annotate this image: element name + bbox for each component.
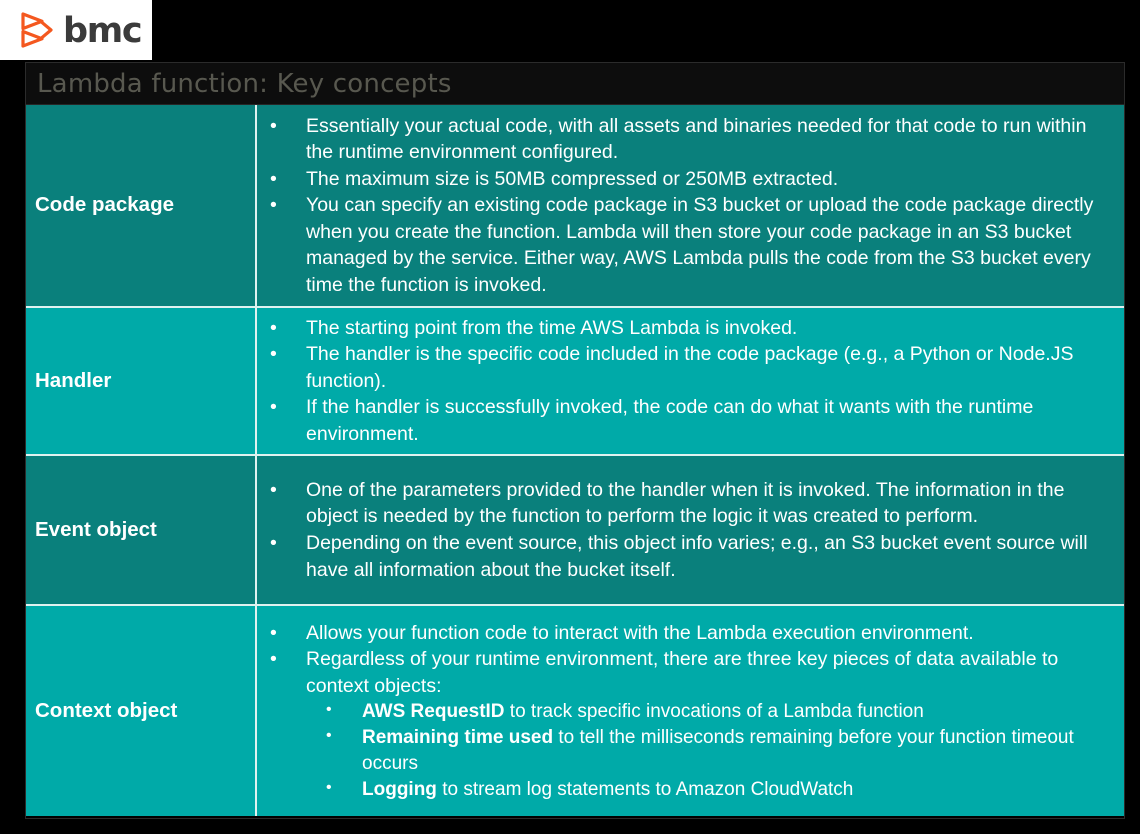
bullet-text-run: to track specific invocations of a Lambda function [504, 701, 924, 723]
bullet-item [270, 646, 1116, 699]
row-label-cell [26, 105, 257, 306]
bullet-item [270, 341, 1116, 394]
bullet-dot-icon: • [270, 396, 277, 419]
table-title-bar [26, 63, 1124, 105]
row-label-text: Code package [35, 193, 174, 217]
bullet-text-run: to stream log statements to Amazon CloudWatch [436, 778, 854, 800]
bullet-dot-icon: • [270, 621, 277, 644]
row-content-cell [257, 308, 1124, 454]
bullet-item [270, 166, 1116, 193]
bmc-bowtie-icon [20, 12, 54, 48]
bullet-text [306, 620, 1116, 647]
bullet-item [270, 394, 1116, 447]
bullet-item [270, 113, 1116, 166]
row-label-cell [26, 606, 257, 816]
bullet-text [306, 477, 1116, 530]
sub-bullet-item [270, 777, 1116, 803]
row-content-cell [257, 606, 1124, 816]
bullet-text-run: The starting point from the time AWS Lambda is invoked. [306, 316, 798, 339]
bullet-text [306, 315, 1116, 342]
bullet-text-run: You can specify an existing code package in S3 bucket or upload the code package directly when you create the function. Lambda will then store your code package in an S3 bucket managed by the service. Either way, AWS Lambda pulls the code from the S3 bucket every time the function is invoked. [306, 194, 1094, 296]
bullet-text-emphasis: Remaining time used [362, 726, 554, 748]
bullet-dot-icon: • [270, 316, 277, 339]
row-label-text: Handler [35, 368, 112, 392]
row-content-cell [257, 456, 1124, 604]
table-row [26, 456, 1124, 606]
table-row [26, 308, 1124, 456]
bullet-dot-icon: • [270, 532, 277, 554]
bullet-text-run: The handler is the specific code included in the code package (e.g., a Python or Node.JS function). [306, 343, 1074, 392]
bullet-dot-icon: • [270, 167, 277, 190]
bullet-text-run: One of the parameters provided to the handler when it is invoked. The information in the object is needed by the function to perform the logic it was created to perform. [306, 478, 1065, 528]
bullet-dot-icon: • [326, 701, 332, 719]
row-content-cell [257, 105, 1124, 306]
row-label-cell [26, 456, 257, 604]
bullet-dot-icon: • [326, 726, 332, 744]
bullet-text-emphasis: AWS RequestID [362, 701, 505, 723]
bullet-text-run: The maximum size is 50MB compressed or 250MB extracted. [306, 167, 839, 190]
bullet-text [306, 341, 1116, 394]
bullet-text-run: If the handler is successfully invoked, the code can do what it wants with the runtime environment. [306, 396, 1034, 445]
bullet-dot-icon: • [270, 114, 277, 137]
bullet-text-run: Depending on the event source, this object info varies; e.g., an S3 bucket event source will have all information about the bucket itself. [306, 532, 1088, 581]
bullet-text-emphasis: Logging [362, 778, 437, 800]
bullet-text [306, 113, 1116, 166]
bullet-dot-icon: • [270, 343, 277, 366]
bullet-text [362, 777, 1116, 803]
table-row [26, 105, 1124, 308]
row-label-text: Event object [35, 517, 157, 541]
bullet-item [270, 477, 1116, 530]
bullet-text-run: to tell the milliseconds remaining before your function timeout occurs [362, 726, 1074, 774]
bullet-dot-icon: • [270, 194, 277, 217]
bullet-text [306, 646, 1116, 699]
table-row [26, 606, 1124, 816]
bullet-text [362, 699, 1116, 725]
sub-bullet-item [270, 725, 1116, 777]
row-label-cell [26, 308, 257, 454]
row-label-text: Context object [35, 698, 178, 722]
bullet-text [362, 725, 1116, 777]
bullet-text [306, 192, 1116, 298]
bullet-item [270, 620, 1116, 647]
bullet-item [270, 315, 1116, 342]
bullet-text-run: Regardless of your runtime environment, there are three key pieces of data available to context objects: [306, 648, 1059, 697]
page-title: Lambda function: Key concepts [37, 68, 452, 99]
bullet-text [306, 530, 1116, 583]
bullet-item [270, 192, 1116, 298]
bmc-wordmark: bmc [63, 10, 142, 51]
bullet-text-run: Allows your function code to interact with the Lambda execution environment. [306, 621, 974, 644]
bullet-text-run: Essentially your actual code, with all assets and binaries needed for that code to run within the runtime environment configured. [306, 114, 1087, 164]
bullet-dot-icon: • [270, 478, 277, 501]
sub-bullet-item [270, 699, 1116, 725]
key-concepts-table [25, 62, 1125, 819]
brand-logo-bar [0, 0, 152, 60]
bullet-text [306, 394, 1116, 447]
bullet-dot-icon: • [326, 778, 332, 796]
bullet-text [306, 166, 1116, 193]
bullet-item [270, 530, 1116, 583]
bullet-dot-icon: • [270, 648, 277, 671]
